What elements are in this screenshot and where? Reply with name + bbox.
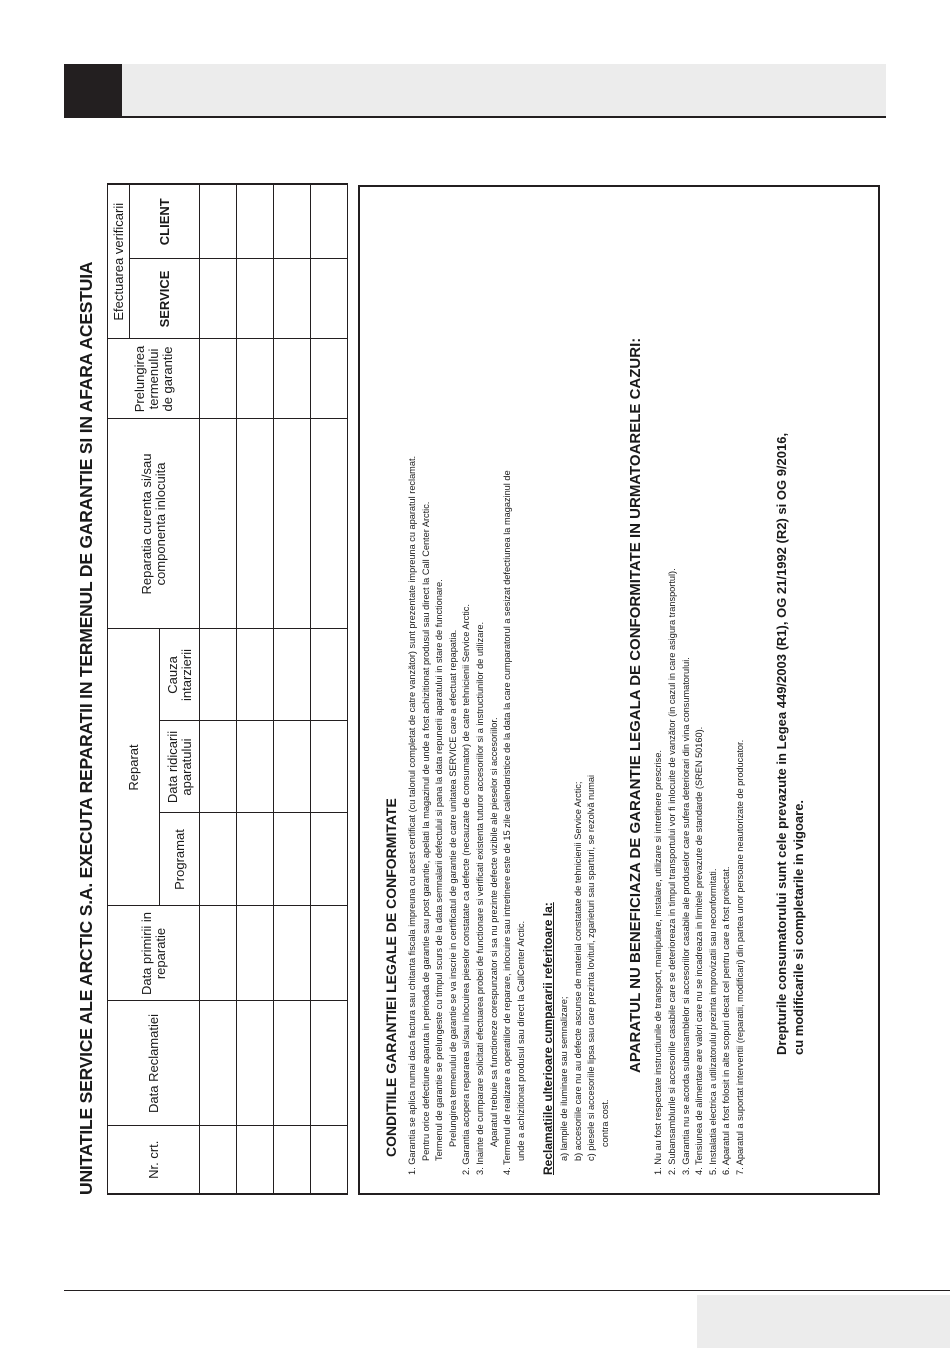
table-cell: [237, 184, 274, 259]
table-cell: [200, 1126, 237, 1194]
table-cell: [200, 813, 237, 906]
table-cell: [274, 259, 311, 339]
reclamatii-item: contra cost.: [599, 1099, 610, 1147]
table-cell: [200, 906, 237, 1001]
header-efectuarea: Efectuarea verificarii: [108, 184, 130, 339]
service-table: [107, 183, 348, 1195]
table-cell: [274, 339, 311, 419]
consumer-rights-line2: cu modificarile si completarile in vigoare.: [791, 799, 807, 1055]
table-cell: [311, 629, 348, 721]
header-programat: Programat: [160, 813, 200, 906]
condition-item: Aparatul trebuie sa functioneze corespunzator si sa nu prezinte defecte vizibile ale pieselor si accesoriilor.: [488, 717, 499, 1147]
header-reparat: Reparat: [108, 629, 160, 906]
header-data-ridicarii: Data ridicarii aparatului: [160, 721, 200, 813]
conditions-box: [358, 185, 880, 1195]
condition-item: Termenul de garantie se prelungeste cu timpul scurs de la data semnalarii defectului si pana la data repunerii aparatului in stare de functionare.: [434, 579, 445, 1161]
table-cell: [237, 259, 274, 339]
header-prelungirea: Prelungirea termenului de garantie: [108, 339, 200, 419]
page-title: UNITATILE SERVICE ALE ARCTIC S.A. EXECUTA REPARATII IN TERMENUL DE GARANTIE SI IN AFARA ACESTUIA: [76, 261, 96, 1195]
consumer-rights-note: [773, 187, 807, 1175]
table-cell: [237, 906, 274, 1001]
table-cell: [274, 1126, 311, 1194]
header-cauza: Cauza intarzierii: [160, 629, 200, 721]
table-cell: [311, 721, 348, 813]
header-reparatia: Reparatia curenta si/sau componenta inlocuita: [108, 419, 200, 629]
table-cell: [200, 629, 237, 721]
condition-item: Prelungirea termenului de garantie se va inscrie in certificatul de garantie de catre unitatea SERVICE care a efectuat repapatia.: [447, 629, 458, 1147]
header-service: SERVICE: [130, 259, 200, 339]
reclamatii-heading: Reclamatiile ulterioare cumpararii referitoare la:: [541, 902, 556, 1175]
table-row: [237, 184, 274, 1194]
reclamatii-item: a) lampile de iluminare sau semnalizare;: [558, 996, 569, 1161]
table-cell: [200, 1001, 237, 1126]
consumer-rights-line1: Drepturile consumatorului sunt cele prevazute in Legea 449/2003 (R1), OG 21/1992 (R2) si OG 9/2016,: [774, 432, 790, 1055]
footer-page-box: [697, 1295, 950, 1348]
exclusion-item: 6. Aparatul a fost folosit in alte scopuri decat cel pentru care a fost proiectat.: [721, 866, 732, 1175]
table-cell: [200, 339, 237, 419]
header-black-tab: [64, 64, 122, 116]
condition-item: 1. Garantia se aplica numai daca factura sau chitanta fiscala impreuna cu acest certificat (cu talonul completat de catre vanzător) sunt prezentate impreuna cu aparatul reclamat.: [407, 455, 417, 1175]
table-cell: [274, 721, 311, 813]
table-cell: [200, 184, 237, 259]
exclusion-item: 4. Tensiunea de alimentare are valori care nu se incadreaza in limitele prevazute de standarde (SREN 50160).: [694, 726, 705, 1175]
condition-item: 2. Garantia acopera repararea si/sau inlocuirea pieselor constatate ca defecte (necauzate de consumator) de catre tehnicienii Service Arctic.: [461, 604, 472, 1175]
header-bar: [122, 64, 886, 116]
table-cell: [237, 721, 274, 813]
table-cell: [311, 1001, 348, 1126]
conditions-heading: CONDITIILE GARANTIEI LEGALE DE CONFORMITATE: [383, 798, 399, 1157]
exclusion-item: 2. Subansamblurile si accesoriile casabile care se deterioreaza in timpul transportului vor fi inlocuite de vanzător (in cazul in care asigura transportul).: [666, 568, 677, 1175]
condition-item: unde a achizitionat produsul sau direct la CallCenter Arctic.: [515, 920, 526, 1161]
table-cell: [311, 184, 348, 259]
table-cell: [237, 1001, 274, 1126]
table-cell: [311, 1126, 348, 1194]
table-cell: [311, 813, 348, 906]
table-cell: [274, 906, 311, 1001]
header-data-reclamatiei: Data Reclamatiei: [108, 1001, 200, 1126]
table-cell: [237, 1126, 274, 1194]
table-cell: [274, 184, 311, 259]
table-cell: [237, 629, 274, 721]
table-row: [274, 184, 311, 1194]
table-row: [200, 184, 237, 1194]
condition-item: Pentru orice defectiune aparuta in perioada de garantie sau post garantie, apelati la magazinul de unde a fost achizitionat produsul sau direct la Call Center Arctic.: [420, 501, 431, 1161]
reclamatii-item: c) piesele si accesoriile lipsa sau care prezinta lovituri, zgarieturi sau sparturi, se rezolvă numai: [586, 774, 597, 1161]
table-cell: [311, 259, 348, 339]
header-client: CLIENT: [130, 184, 200, 259]
table-cell: [200, 419, 237, 629]
exclusion-item: 1. Nu au fost respectate instructiunile de transport, manipulare, instalare, utilizare si intretinere prescrise.: [653, 750, 664, 1175]
reclamatii-item: b) accesoriile care nu au defecte ascunse de material constatate de tehnicienii Service Arctic;: [572, 781, 583, 1161]
header-nr: Nr. crt.: [108, 1126, 200, 1194]
table-cell: [274, 813, 311, 906]
table-cell: [311, 906, 348, 1001]
footer-rule: [64, 1290, 950, 1291]
header-rule: [64, 116, 886, 118]
table-cell: [237, 339, 274, 419]
condition-item: 3. Inainte de cumparare solicitati efectuarea probei de functionare si verificati existenta tuturor accesoriilor si a instructiunilor de utilizare.: [474, 621, 485, 1175]
exclusion-item: 5. Instalatia electrica a utilizatorului prezinta improvizatii sau neconformitati.: [707, 868, 718, 1175]
rotated-page-content: [70, 185, 880, 1195]
table-cell: [274, 419, 311, 629]
table-cell: [311, 339, 348, 419]
table-cell: [274, 629, 311, 721]
exclusion-item: 3. Garantia nu se acorda subansamblelor si accesoriilor casabile ale produselor care sufera deteriorari din vina consumatorului.: [680, 657, 691, 1175]
condition-item: 4. Termenul de realizare a operatiilor de reparare, inlocuire sau intretinere este de 15 zile calendaristice de la data la care cumparatorul a sesizat defectiunea la magazinul de: [502, 470, 513, 1175]
exclusions-heading: APARATUL NU BENEFICIAZA DE GARANTIE LEGALA DE CONFORMITATE IN URMATOARELE CAZURI:: [627, 337, 645, 1073]
header-data-primirii: Data primirii in reparatie: [108, 906, 200, 1001]
table-cell: [237, 419, 274, 629]
table-cell: [274, 1001, 311, 1126]
table-cell: [237, 813, 274, 906]
table-cell: [200, 259, 237, 339]
exclusion-item: 7. Aparatul a suportat interventii (reparatii, modificari) din partea unor persoane neautorizate de producator.: [734, 739, 745, 1175]
table-row: [311, 184, 348, 1194]
table-cell: [311, 419, 348, 629]
table-cell: [200, 721, 237, 813]
